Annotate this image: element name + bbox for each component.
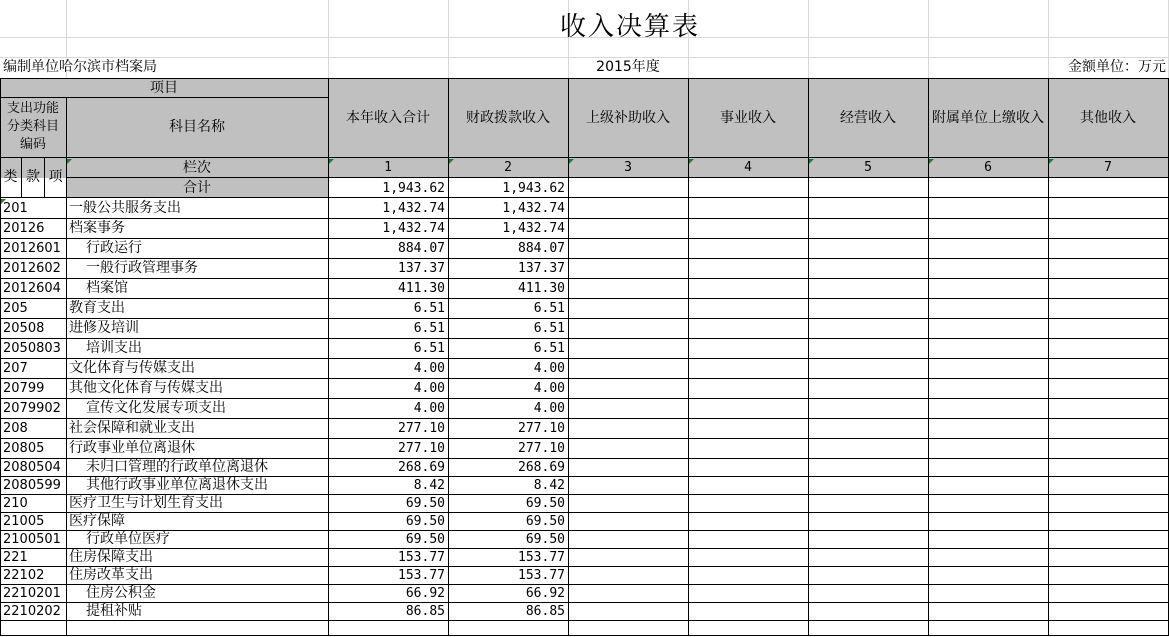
column-index: 6 [984, 160, 992, 175]
name-header: 科目名称 [169, 119, 225, 135]
subject-code: 21005 [3, 513, 45, 529]
border-line [66, 197, 1169, 198]
border-line [568, 78, 569, 636]
border-line [0, 97, 328, 98]
total-amount: 4.00 [413, 380, 445, 396]
subject-code: 2079902 [3, 400, 61, 416]
report-title: 收入决算表 [559, 12, 700, 42]
total-amount: 153.77 [398, 567, 445, 583]
column-header: 财政拨款收入 [466, 110, 550, 126]
fiscal-amount: 1,943.62 [502, 181, 565, 196]
fiscal-amount: 6.51 [533, 320, 565, 336]
total-amount: 137.37 [398, 260, 445, 276]
border-line [1048, 78, 1049, 636]
total-amount: 1,432.74 [382, 200, 445, 216]
fiscal-amount: 4.00 [533, 380, 565, 396]
border-line [66, 97, 67, 636]
column-index: 4 [744, 160, 752, 175]
total-amount: 69.50 [405, 513, 445, 529]
total-amount: 4.00 [413, 360, 445, 376]
border-line [0, 378, 1169, 379]
subject-code: 208 [3, 420, 28, 436]
column-index: 3 [624, 160, 632, 175]
cell-marker [1, 199, 6, 204]
total-amount: 8.42 [413, 477, 445, 493]
border-line [0, 197, 66, 198]
fiscal-amount: 66.92 [525, 585, 565, 601]
border-line [0, 476, 1169, 477]
border-line [0, 566, 1169, 567]
cell-marker [449, 159, 454, 164]
subject-code: 221 [3, 549, 28, 565]
fiscal-amount: 1,432.74 [502, 200, 565, 216]
subject-code: 2080504 [3, 459, 61, 475]
subject-name: 医疗卫生与计划生育支出 [69, 495, 223, 511]
cell-marker [569, 159, 574, 164]
border-line [328, 78, 329, 636]
border-line [0, 278, 1169, 279]
gridline [1048, 0, 1049, 78]
total-amount: 277.10 [398, 420, 445, 436]
border-line [0, 438, 1169, 439]
subject-code: 20126 [3, 220, 45, 236]
subject-code: 210 [3, 495, 28, 511]
column-header: 其他收入 [1080, 110, 1136, 126]
cell-marker [67, 159, 72, 164]
subject-name: 住房改革支出 [69, 567, 153, 583]
subject-code: 20805 [3, 440, 45, 456]
total-amount: 884.07 [398, 240, 445, 256]
subject-code: 2012601 [3, 240, 61, 256]
border-line [0, 512, 1169, 513]
total-amount: 6.51 [413, 300, 445, 316]
subject-name: 住房保障支出 [69, 549, 153, 565]
fiscal-amount: 4.00 [533, 360, 565, 376]
column-header: 附属单位上缴收入 [932, 110, 1044, 126]
total-amount: 153.77 [398, 549, 445, 565]
subject-name: 宣传文化发展专项支出 [86, 400, 226, 416]
total-amount: 69.50 [405, 531, 445, 547]
subject-code: 201 [3, 200, 28, 216]
total-amount: 1,432.74 [382, 220, 445, 236]
subject-name: 一般行政管理事务 [86, 260, 198, 276]
fiscal-amount: 6.51 [533, 300, 565, 316]
subject-name: 提租补贴 [86, 603, 142, 619]
gridline [0, 57, 1169, 58]
cell-marker [809, 159, 814, 164]
border-line [66, 177, 1169, 178]
code-header: 支出功能分类科目编码 [6, 101, 59, 152]
amount-unit: 金额单位：万元 [1068, 59, 1166, 75]
column-header: 上级补助收入 [586, 110, 670, 126]
subject-code: 205 [3, 300, 28, 316]
border-line [448, 78, 449, 636]
subject-code: 20799 [3, 380, 45, 396]
column-header: 本年收入合计 [346, 110, 430, 126]
fiscal-amount: 6.51 [533, 340, 565, 356]
subject-code: 2080599 [3, 477, 61, 493]
border-line [688, 78, 689, 636]
fiscal-amount: 277.10 [518, 420, 565, 436]
xiang-header: 项 [48, 169, 63, 185]
column-index: 2 [504, 160, 512, 175]
subject-name: 培训支出 [86, 340, 142, 356]
border-line [0, 620, 1169, 621]
border-line [0, 602, 1169, 603]
column-header: 事业收入 [720, 110, 776, 126]
subject-name: 一般公共服务支出 [69, 200, 181, 216]
subject-code: 20508 [3, 320, 45, 336]
border-line [0, 318, 1169, 319]
subject-name: 医疗保障 [69, 513, 125, 529]
fiscal-amount: 4.00 [533, 400, 565, 416]
border-line [0, 635, 1169, 636]
border-line [0, 218, 1169, 219]
total-amount: 86.85 [405, 603, 445, 619]
border-line [0, 548, 1169, 549]
column-index: 7 [1104, 160, 1112, 175]
total-amount: 1,943.62 [382, 181, 445, 196]
cell-marker [329, 159, 334, 164]
fiscal-amount: 153.77 [518, 549, 565, 565]
border-line [808, 78, 809, 636]
total-amount: 66.92 [405, 585, 445, 601]
fiscal-amount: 69.50 [525, 513, 565, 529]
kuan-header: 款 [26, 169, 40, 185]
border-line [0, 78, 1169, 79]
border-line [0, 418, 1169, 419]
subject-code: 22102 [3, 567, 45, 583]
subject-name: 教育支出 [69, 300, 125, 316]
subject-name: 未归口管理的行政单位离退休 [86, 459, 268, 475]
fiscal-amount: 1,432.74 [502, 220, 565, 236]
border-line [21, 157, 22, 197]
border-line [0, 157, 1169, 158]
border-line [0, 338, 1169, 339]
border-line [0, 298, 1169, 299]
subject-name: 档案事务 [69, 220, 125, 236]
lanci-header: 栏次 [183, 160, 211, 176]
border-line [0, 530, 1169, 531]
subject-name: 文化体育与传媒支出 [69, 360, 195, 376]
subject-name: 行政单位医疗 [86, 531, 170, 547]
border-line [0, 458, 1169, 459]
subject-name: 档案馆 [86, 280, 128, 296]
total-amount: 6.51 [413, 340, 445, 356]
fiscal-amount: 153.77 [518, 567, 565, 583]
cell-marker [929, 159, 934, 164]
border-line [0, 258, 1169, 259]
total-amount: 6.51 [413, 320, 445, 336]
fiscal-amount: 884.07 [518, 240, 565, 256]
fiscal-amount: 268.69 [518, 459, 565, 475]
total-amount: 4.00 [413, 400, 445, 416]
cell-marker [1049, 159, 1054, 164]
gridline [328, 0, 329, 78]
fiscal-amount: 8.42 [533, 477, 565, 493]
total-row-label: 合计 [183, 180, 211, 196]
total-amount: 411.30 [398, 280, 445, 296]
cell-marker [689, 159, 694, 164]
fiscal-amount: 137.37 [518, 260, 565, 276]
fiscal-amount: 86.85 [525, 603, 565, 619]
subject-name: 行政运行 [86, 240, 142, 256]
subject-code: 2100501 [3, 531, 61, 547]
subject-code: 2050803 [3, 340, 61, 356]
subject-name: 社会保障和就业支出 [69, 420, 195, 436]
column-index: 1 [384, 160, 392, 175]
column-header: 经营收入 [840, 110, 896, 126]
border-line [44, 157, 45, 197]
fiscal-amount: 277.10 [518, 440, 565, 456]
subject-name: 其他行政事业单位离退休支出 [86, 477, 268, 493]
subject-code: 207 [3, 360, 28, 376]
border-line [0, 398, 1169, 399]
border-line [0, 584, 1169, 585]
subject-code: 2210201 [3, 585, 61, 601]
subject-code: 2012604 [3, 280, 61, 296]
subject-code: 2012602 [3, 260, 61, 276]
subject-name: 行政事业单位离退休 [69, 440, 195, 456]
border-line [0, 358, 1169, 359]
unit-label: 编制单位哈尔滨市档案局 [3, 59, 157, 75]
report-year: 2015年度 [596, 59, 660, 75]
subject-code: 2210202 [3, 603, 61, 619]
lei-header: 类 [3, 169, 18, 185]
subject-name: 其他文化体育与传媒支出 [69, 380, 223, 396]
column-index: 5 [864, 160, 872, 175]
total-amount: 69.50 [405, 495, 445, 511]
item-header: 项目 [150, 79, 178, 96]
total-amount: 268.69 [398, 459, 445, 475]
subject-name: 住房公积金 [86, 585, 156, 601]
fiscal-amount: 69.50 [525, 495, 565, 511]
subject-name: 进修及培训 [69, 320, 139, 336]
fiscal-amount: 69.50 [525, 531, 565, 547]
border-line [0, 238, 1169, 239]
total-amount: 277.10 [398, 440, 445, 456]
fiscal-amount: 411.30 [518, 280, 565, 296]
border-line [0, 494, 1169, 495]
border-line [928, 78, 929, 636]
border-line [0, 78, 1, 636]
